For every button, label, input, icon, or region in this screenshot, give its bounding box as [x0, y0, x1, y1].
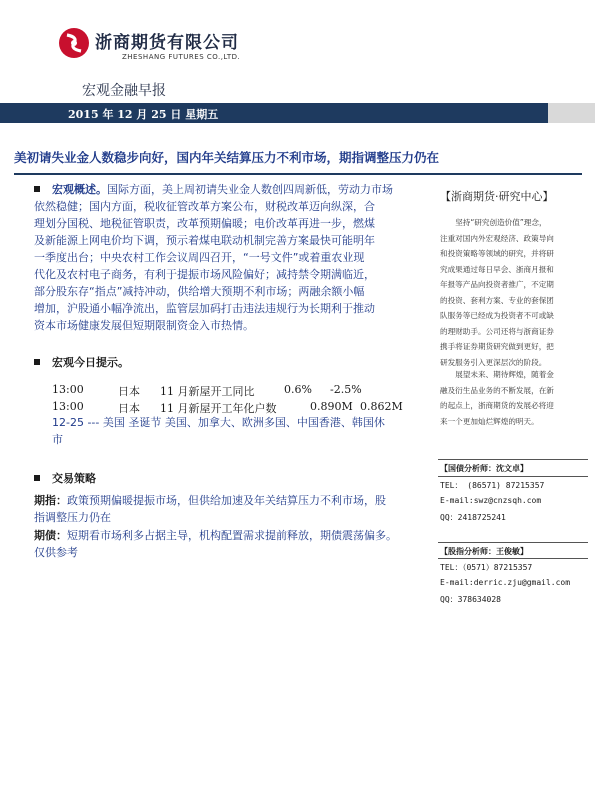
sidebar-line: 展望未来、期待辉煌，随着金 [455, 370, 554, 379]
analyst-name: 【国债分析师：沈文卓】 [440, 464, 528, 473]
sidebar-line: 究成果通过每日早会、浙商月报和 [440, 264, 554, 274]
calendar-event: 11 月新屋开工同比 [160, 385, 255, 398]
index-text: 政策预期偏暖提振市场，但供给加速及年关结算压力不利市场，股 [67, 494, 386, 507]
sidebar-line: 融及衍生品业务的不断发展，在新 [440, 385, 554, 395]
bullet-icon [34, 359, 40, 365]
company-name-cn: 浙商期货有限公司 [95, 33, 239, 53]
sidebar-line: 来一个更加灿烂辉煌的明天。 [440, 416, 539, 426]
index-strategy [34, 492, 424, 526]
bond-strategy [34, 527, 424, 561]
macro-line: 及新能源上网电价均下调，预示着煤电联动机制完善方案最快可能明年 [34, 234, 375, 247]
macro-line: 理划分国税、地税征管职责，改革预期偏暖；电价改革再进一步，燃煤 [34, 217, 375, 230]
sidebar-line: 的起点上，浙商期货的发展必将迎 [440, 401, 554, 410]
analyst-divider [438, 558, 588, 559]
macro-label: 宏观概述。 [52, 183, 107, 196]
calendar-event: 11 月新屋开工年化户数 [160, 402, 277, 415]
bullet-icon [34, 186, 40, 192]
macro-line: 资本市场健康发展但短期限制资金入市热情。 [34, 319, 254, 332]
calendar-country: 日本 [118, 402, 140, 415]
holiday-line: 12-25 --- 美国 圣诞节 美国、加拿大、欧洲多国、中国香港、韩国休 [52, 416, 385, 429]
macro-line: 代化及农村电子商务，有利于提振市场风险偏好；减持禁令期满临近， [34, 268, 375, 281]
sidebar-line: 携手将证券期货研究做到更好，把 [440, 342, 554, 351]
calendar-time: 13:00 [52, 383, 84, 396]
index-text: 指调整压力仍在 [34, 511, 111, 524]
calendar-forecast: -2.5% [330, 383, 362, 396]
macro-line: 部分股东存“指点”减持冲动，供给增大预期不利市场；两融余额小幅 [34, 285, 365, 298]
holiday-line: 市 [52, 433, 63, 446]
sidebar-line: 的理财助手。公司还将与浙商证券 [440, 326, 554, 336]
analyst-divider [438, 476, 588, 477]
calendar-time: 13:00 [52, 400, 84, 413]
macro-line: 依然稳健；国内方面，税收征管改革方案公布，财税改革迈向纵深，合 [34, 200, 375, 213]
analyst-tel: TEL：（0571）87215357 [440, 563, 533, 572]
report-type: 宏观金融早报 [82, 83, 166, 99]
calendar-row [52, 400, 422, 414]
calendar-previous: 0.6% [284, 383, 312, 396]
sidebar-line: 的投资、套利方案、专业的套保团 [440, 295, 554, 305]
bond-label: 期债： [34, 529, 67, 542]
calendar-holiday [52, 414, 432, 448]
analyst-name: 【股指分析师：王俊敏】 [440, 547, 528, 556]
headline-divider [14, 173, 582, 175]
sidebar-line: 研发服务引入更深层次的阶段。 [440, 357, 547, 367]
macro-line: 一季度出台；中央农村工作会议周四召开，“一号文件”或着重农业现 [34, 251, 365, 264]
report-date: 2015 年 12 月 25 日 星期五 [68, 108, 219, 121]
zheshang-logo-icon [58, 27, 90, 59]
sidebar-line: 年报等产品向投资者推广，不定期 [440, 280, 554, 289]
sidebar-line: 坚持“研究创造价值”理念， [455, 218, 547, 227]
analyst-email[interactable]: E-mail:swz@cnzsqh.com [440, 496, 542, 505]
bullet-icon [34, 475, 40, 481]
company-name-en: ZHESHANG FUTURES CO.,LTD. [122, 53, 241, 61]
strategy-title: 交易策略 [52, 472, 96, 485]
headline: 美初请失业金人数稳步向好，国内年关结算压力不利市场，期指调整压力仍在 [14, 150, 440, 165]
sidebar-line: 注重对国内外宏观经济、政策导向 [440, 233, 554, 243]
macro-overview [52, 181, 416, 198]
calendar-previous: 0.890M [310, 400, 353, 413]
analyst-divider [438, 459, 588, 460]
sidebar-intro [440, 215, 582, 370]
bond-text: 仅供参考 [34, 546, 78, 559]
sidebar-outlook [440, 367, 582, 429]
analyst-email[interactable]: E-mail:derric.zju@gmail.com [440, 578, 571, 587]
analyst-tel: TEL： (86571) 87215357 [440, 481, 545, 490]
macro-line: 国际方面，美上周初请失业金人数创四周新低，劳动力市场 [107, 183, 393, 196]
macro-body [34, 198, 424, 334]
macro-line: 增加，沪股通小幅净流出，监管层加码打击违法违规行为长期利于推动 [34, 302, 375, 315]
sidebar-line: 和投资策略等领域的研究，并将研 [440, 249, 554, 258]
bond-text: 短期看市场利多占据主导，机构配置需求提前释放，期债震荡偏多。 [67, 529, 397, 542]
calendar-row [52, 383, 422, 397]
analyst-qq: QQ：2418725241 [440, 513, 506, 522]
analyst-divider [438, 542, 588, 543]
sidebar-line: 队服务等已经成为投资者不可或缺 [440, 311, 554, 320]
calendar-title: 宏观今日提示。 [52, 356, 129, 369]
sidebar-title: 【浙商期货·研究中心】 [440, 190, 554, 203]
corner-block [548, 103, 595, 123]
calendar-country: 日本 [118, 385, 140, 398]
analyst-qq: QQ：378634028 [440, 595, 501, 604]
calendar-forecast: 0.862M [360, 400, 403, 413]
index-label: 期指： [34, 494, 67, 507]
